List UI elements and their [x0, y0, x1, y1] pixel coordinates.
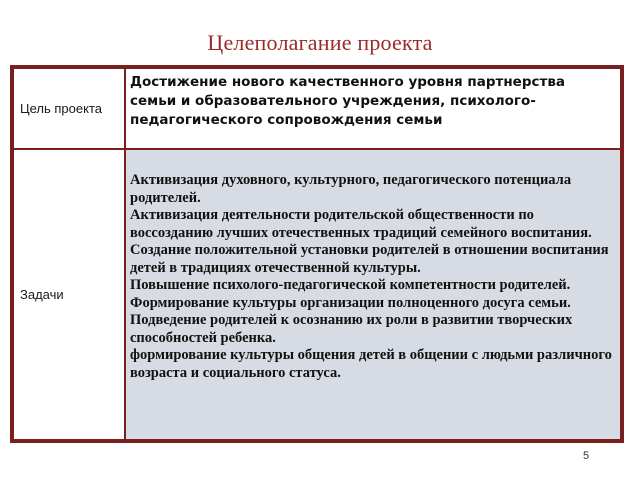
tasks-label-cell [14, 150, 124, 439]
page-number: 5 [583, 450, 590, 462]
task-item: Подведение родителей к осознанию их роли в развитии творческих способностей ребенка. [130, 312, 573, 346]
task-item: Повышение психолого-педагогической компетентности родителей. [130, 277, 571, 293]
goal-label: Цель проекта [20, 101, 102, 116]
tasks-label: Задачи [20, 287, 64, 302]
task-item: Активизация духовного, культурного, педагогического потенциала родителей. [130, 172, 572, 206]
task-item: Формирование культуры организации полноценного досуга семьи. [130, 294, 571, 311]
task-item: Создание положительной установки родителей в отношении воспитания детей в традициях отечественной культуры. [130, 242, 609, 276]
goal-text-cell [126, 69, 620, 148]
goal-text: Достижение нового качественного уровня партнерства семьи и образовательного учреждения, психолого- педагогического сопровождения семьи [130, 74, 565, 128]
goals-table [10, 65, 624, 443]
goal-label-cell [14, 69, 124, 148]
task-item: Активизация деятельности родительской общественности по воссозданию лучших отечественных традиций семейного воспитания. [130, 207, 592, 241]
task-item: формирование культуры общения детей в общении с людьми различного возраста и социального статуса. [130, 347, 612, 381]
tasks-list-cell [126, 150, 620, 439]
slide-title: Целеполагание проекта [207, 30, 433, 55]
